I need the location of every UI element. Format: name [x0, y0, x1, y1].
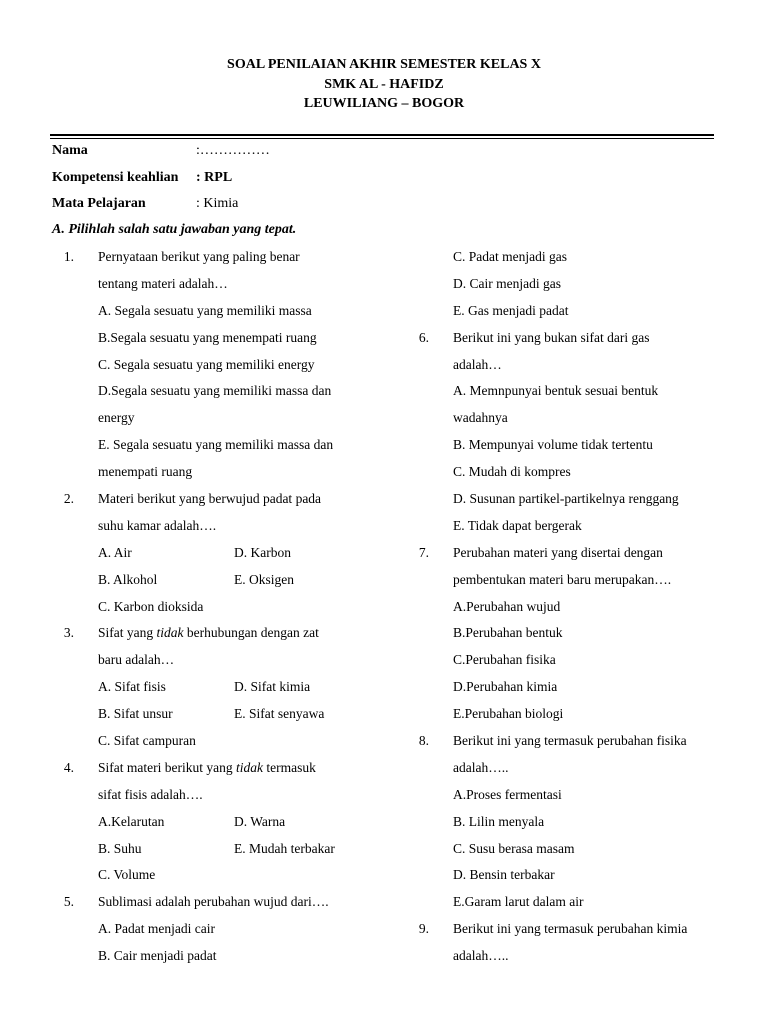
question-line: [52, 567, 392, 594]
mapel-value: : Kimia: [196, 196, 239, 211]
answer-text: E. Tidak dapat bergerak: [453, 517, 582, 533]
header-divider-thin: [50, 138, 714, 139]
answer-text: sifat fisis adalah….: [98, 786, 203, 802]
answer-text: A. Padat menjadi cair: [98, 921, 215, 937]
question-stem-line: [407, 916, 727, 943]
answer-text: adalah…: [453, 356, 502, 372]
document-header: [0, 55, 768, 114]
question-text: [98, 620, 319, 647]
answer-text: E. Gas menjadi padat: [453, 302, 569, 318]
answer-text: E.Garam larut dalam air: [453, 894, 584, 910]
answer-text: D.Perubahan kimia: [453, 679, 558, 695]
nama-label: Nama: [52, 143, 88, 158]
question-text-part: termasuk: [262, 759, 316, 775]
question-line: [52, 836, 392, 863]
question-line: [52, 809, 392, 836]
answer-text: A.Perubahan wujud: [453, 598, 561, 614]
answer-text: D. Karbon: [234, 544, 291, 560]
question-text-part: berhubungan dengan zat: [183, 625, 319, 641]
question-line: [52, 432, 392, 459]
answer-text: C. Karbon dioksida: [98, 598, 204, 614]
answer-text: A. Air: [98, 544, 132, 560]
answer-text: A. Sifat fisis: [98, 679, 166, 695]
question-number: 1.: [63, 249, 74, 264]
answer-text: A.Kelarutan: [98, 813, 165, 829]
question-line: [52, 352, 392, 379]
answer-text: E.Perubahan biologi: [453, 706, 564, 722]
question-stem-line: [52, 755, 392, 782]
answer-text: C. Mudah di kompres: [453, 464, 571, 480]
answer-text: A.Proses fermentasi: [453, 786, 562, 802]
question-line: [407, 486, 727, 513]
emphasis-word: tidak: [235, 759, 263, 775]
header-title: SOAL PENILAIAN AKHIR SEMESTER KELAS X: [227, 57, 541, 72]
question-line: [52, 378, 392, 405]
question-line: [407, 782, 727, 809]
question-text: Materi berikut yang berwujud padat pada: [98, 491, 322, 507]
answer-text: B. Mempunyai volume tidak tertentu: [453, 437, 653, 453]
kompetensi-value: : RPL: [196, 170, 233, 185]
header-school: SMK AL - HAFIDZ: [324, 76, 444, 92]
question-line: [407, 620, 727, 647]
question-text: Berikut ini yang termasuk perubahan fisika: [453, 733, 687, 749]
question-stem-line: [52, 244, 392, 271]
question-line: [52, 943, 392, 970]
answer-text: E. Sifat senyawa: [234, 706, 325, 722]
answer-text: A. Memnpunyai bentuk sesuai bentuk: [453, 383, 659, 399]
right-question-column: [407, 244, 727, 970]
question-line: [407, 432, 727, 459]
answer-text: D.Segala sesuatu yang memiliki massa dan: [98, 383, 332, 399]
answer-text: energy: [98, 410, 135, 426]
question-line: [407, 836, 727, 863]
question-text: Berikut ini yang bukan sifat dari gas: [453, 329, 650, 345]
answer-text: B. Lilin menyala: [453, 813, 545, 829]
question-line: [407, 594, 727, 621]
header-divider-thick: [50, 134, 714, 136]
question-number: 8.: [418, 733, 429, 749]
question-line: [52, 594, 392, 621]
question-line: [407, 459, 727, 486]
answer-text: C. Padat menjadi gas: [453, 249, 567, 264]
question-text: Pernyataan berikut yang paling benar: [98, 249, 300, 264]
answer-text: adalah…..: [453, 759, 509, 775]
question-text-part: Sifat yang: [98, 625, 157, 641]
question-line: [407, 755, 727, 782]
answer-text: E. Segala sesuatu yang memiliki massa dan: [98, 437, 334, 453]
question-line: [52, 459, 392, 486]
question-number: 2.: [63, 491, 74, 507]
answer-text: B. Alkohol: [98, 571, 158, 587]
question-line: [52, 513, 392, 540]
question-text: Berikut ini yang termasuk perubahan kimia: [453, 921, 688, 937]
question-line: [407, 244, 727, 271]
question-line: [52, 674, 392, 701]
answer-text: A. Segala sesuatu yang memiliki massa: [98, 302, 312, 318]
answer-text: C.Perubahan fisika: [453, 652, 556, 668]
question-line: [407, 943, 727, 970]
answer-text: C. Volume: [98, 867, 156, 883]
question-stem-line: [52, 486, 392, 513]
answer-text: E. Mudah terbakar: [234, 840, 335, 856]
answer-text: C. Susu berasa masam: [453, 840, 575, 856]
question-line: [52, 647, 392, 674]
question-number: 7.: [418, 544, 429, 560]
mapel-label: Mata Pelajaran: [52, 196, 146, 211]
question-line: [407, 513, 727, 540]
question-text: Sublimasi adalah perubahan wujud dari….: [98, 894, 329, 910]
answer-text: D. Warna: [234, 813, 286, 829]
question-line: [52, 271, 392, 298]
kompetensi-label: Kompetensi keahlian: [52, 170, 179, 185]
answer-text: B.Segala sesuatu yang menempati ruang: [98, 329, 317, 345]
question-line: [52, 701, 392, 728]
question-text: Perubahan materi yang disertai dengan: [453, 544, 663, 560]
question-stem-line: [52, 889, 392, 916]
question-line: [52, 728, 392, 755]
answer-text: baru adalah…: [98, 652, 175, 668]
answer-text: D. Susunan partikel-partikelnya renggang: [453, 491, 679, 507]
question-line: [52, 298, 392, 325]
answer-text: D. Cair menjadi gas: [453, 275, 561, 291]
question-line: [407, 647, 727, 674]
question-line: [407, 862, 727, 889]
question-text-part: Sifat materi berikut yang: [98, 759, 236, 775]
question-line: [407, 271, 727, 298]
header-location: LEUWILIANG – BOGOR: [303, 96, 465, 111]
answer-text: suhu kamar adalah….: [98, 517, 217, 533]
question-number: 9.: [418, 921, 429, 937]
answer-text: C. Segala sesuatu yang memiliki energy: [98, 356, 315, 372]
question-stem-line: [407, 540, 727, 567]
question-line: [407, 352, 727, 379]
question-line: [407, 378, 727, 405]
question-line: [407, 674, 727, 701]
answer-text: C. Sifat campuran: [98, 733, 196, 749]
question-line: [407, 567, 727, 594]
question-stem-line: [52, 620, 392, 647]
question-line: [407, 405, 727, 432]
question-line: [407, 889, 727, 916]
answer-text: wadahnya: [453, 410, 508, 426]
answer-text: B. Sifat unsur: [98, 706, 173, 722]
question-line: [52, 325, 392, 352]
question-number: 6.: [418, 329, 429, 345]
answer-text: B. Suhu: [98, 840, 142, 856]
question-number: 5.: [63, 894, 74, 910]
question-line: [52, 405, 392, 432]
question-line: [52, 782, 392, 809]
instruction: A. Pilihlah salah satu jawaban yang tepat.: [52, 222, 297, 237]
question-line: [407, 298, 727, 325]
question-line: [52, 916, 392, 943]
answer-text: B.Perubahan bentuk: [453, 625, 563, 641]
answer-text: adalah…..: [453, 948, 509, 964]
question-line: [407, 809, 727, 836]
question-number: 4.: [63, 759, 74, 775]
answer-text: menempati ruang: [98, 464, 193, 480]
answer-text: B. Cair menjadi padat: [98, 948, 217, 964]
question-line: [52, 862, 392, 889]
answer-text: pembentukan materi baru merupakan….: [453, 571, 672, 587]
emphasis-word: tidak: [156, 625, 184, 641]
question-line: [407, 701, 727, 728]
answer-text: D. Bensin terbakar: [453, 867, 555, 883]
question-stem-line: [407, 728, 727, 755]
question-stem-line: [407, 325, 727, 352]
answer-text: E. Oksigen: [234, 571, 294, 587]
answer-text: tentang materi adalah…: [98, 275, 228, 291]
nama-value: :……………: [196, 143, 270, 158]
question-number: 3.: [63, 625, 74, 641]
answer-text: D. Sifat kimia: [234, 679, 311, 695]
question-line: [52, 540, 392, 567]
left-question-column: [52, 244, 392, 970]
question-text: [98, 755, 316, 782]
